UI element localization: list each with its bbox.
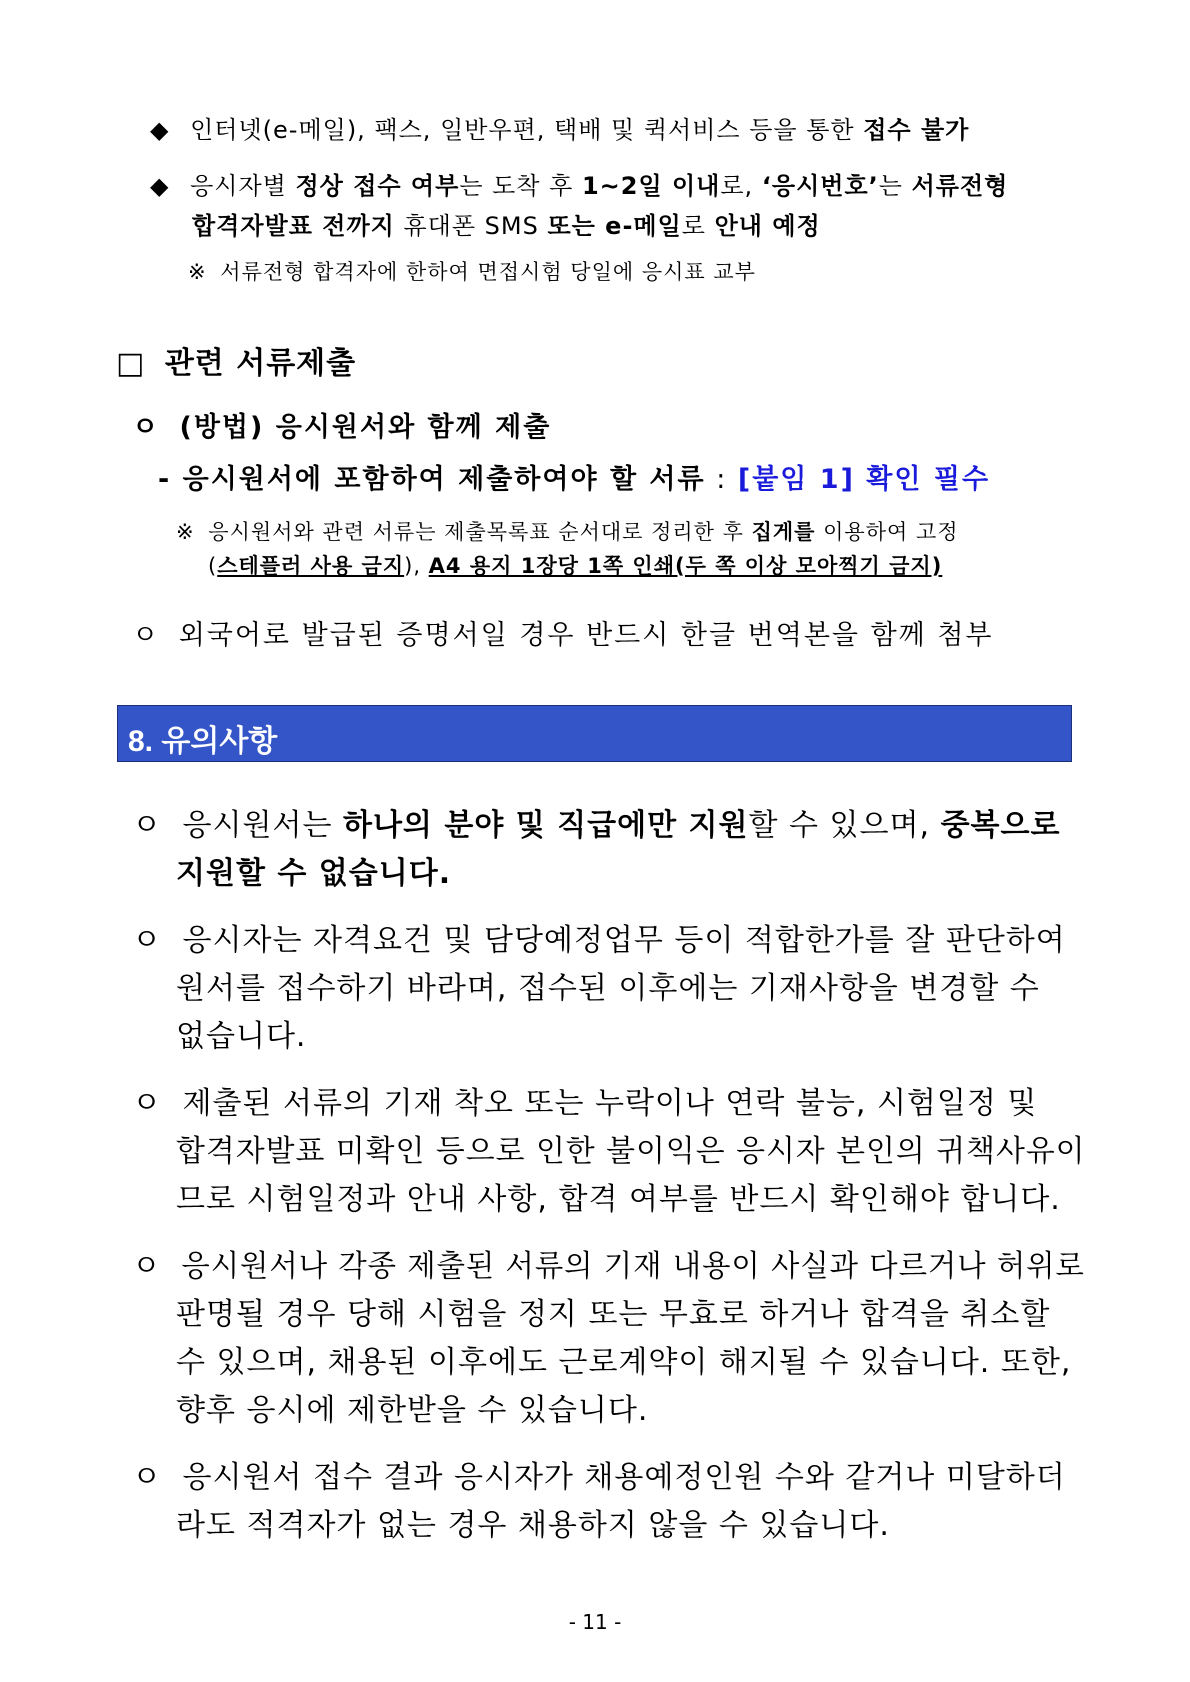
diamond-bullet-icon: ◆ bbox=[150, 116, 170, 144]
page-number: - 11 - bbox=[568, 1610, 622, 1634]
circle-bullet-icon: ㅇ bbox=[132, 412, 161, 443]
section-title: 8. 유의사항 bbox=[128, 725, 278, 758]
document-page: ◆ 인터넷(e-메일), 팩스, 일반우편, 택배 및 퀵서비스 등을 통한 접수 불가 ◆ 응시자별 정상 접수 여부는 도착 후 1~2일 이내로, ‘응시번호’는 서류전형 합격자발표 전까지 휴대폰 SMS 또는 e-메일로 안내 예정 ※ 서류전형 합격자에 한하여 면접시험 당일에 응시표 교부 □ 관련 서류제출 ㅇ (방법) 응시원서와 함께 제출 - 응시원서에 포함하여 제출하여야 할 서류 : [붙임 1] 확인 필수 ※ 응시원서와 관련 서류는 제출목록표 순서대로 정리한 후 집게를 이용하여 고정 (스테플러 사용 금지), A4 용지 1장당 1쪽 인쇄(두 쪽 이상 모아찍기 금지) ㅇ 외국어로 발급된 증명서일 경우 반드시 한글 번역본을 함께 첨부 8. 유의사항 ㅇ 응시원서는 하나의 분야 및 직급에만 지원할 수 있으며, 중복으로 지원할 수 없습니다. ㅇ 응시자는 자격요건 및 담당예정업무 등이 적합한가를 잘 판단하여 원서를 접수하기 바라며, 접수된 이후에는 기재사항을 변경할 수 없습니다. ㅇ 제출된 서류의 기재 착오 또는 누락이나 연락 불능, 시험일정 및 합격자발표 미확인 등으로 인한 불이익은 응시자 본인의 귀책사유이 므로 시험일정과 안내 사항, 합격 여부를 반드시 확인해야 합니다. ㅇ 응시원서나 각종 제출된 서류의 기재 내용이 사실과 다르거나 허위로 판명될 경우 당해 시험을 정지 또는 무효로 하거나 합격을 취소할 수 있으며, 채용된 이후에도 근로계약이 해지될 수 있습니다. 또한, 향후 응시에 제한받을 수 있습니다. ㅇ 응시원서 접수 결과 응시자가 채용예정인원 수와 같거나 미달하더 라도 적격자가 없는 경우 채용하지 않을 수 있습니다. - 11 - bbox=[0, 0, 1190, 1682]
precaution-responsibility: ㅇ 제출된 서류의 기재 착오 또는 누락이나 연락 불능, 시험일정 및 bbox=[132, 1086, 1038, 1121]
note-admission-ticket: ※ 서류전형 합격자에 한하여 면접시험 당일에 응시표 교부 bbox=[188, 260, 756, 284]
checkbox-icon: □ bbox=[116, 346, 146, 381]
note-binding: ※ 응시원서와 관련 서류는 제출목록표 순서대로 정리한 후 집게를 이용하여 고정 bbox=[176, 520, 959, 544]
section-header-precautions bbox=[117, 705, 1072, 762]
required-documents-line: - 응시원서에 포함하여 제출하여야 할 서류 : [붙임 1] 확인 필수 bbox=[158, 464, 991, 495]
method-line: ㅇ (방법) 응시원서와 함께 제출 bbox=[132, 412, 552, 443]
diamond-bullet-icon: ◆ bbox=[150, 172, 170, 200]
precaution-single-application-cont: 지원할 수 없습니다. bbox=[176, 856, 452, 891]
reference-mark-icon: ※ bbox=[188, 260, 207, 284]
notice-no-online-submission: ◆ 인터넷(e-메일), 팩스, 일반우편, 택배 및 퀵서비스 등을 통한 접수 불가 bbox=[150, 116, 970, 144]
precaution-false-information: ㅇ 응시원서나 각종 제출된 서류의 기재 내용이 사실과 다르거나 허위로 bbox=[132, 1249, 1085, 1284]
notice-receipt-confirmation-cont: 합격자발표 전까지 휴대폰 SMS 또는 e-메일로 안내 예정 bbox=[192, 212, 821, 240]
circle-bullet-icon: ㅇ bbox=[132, 620, 161, 651]
precaution-eligibility: ㅇ 응시자는 자격요건 및 담당예정업무 등이 적합한가를 잘 판단하여 bbox=[132, 923, 1066, 958]
circle-bullet-icon: ㅇ bbox=[132, 923, 162, 958]
notice-receipt-confirmation: ◆ 응시자별 정상 접수 여부는 도착 후 1~2일 이내로, ‘응시번호’는 서류전형 bbox=[150, 172, 1009, 200]
foreign-document-line: ㅇ 외국어로 발급된 증명서일 경우 반드시 한글 번역본을 함께 첨부 bbox=[132, 620, 994, 651]
note-binding-cont: (스테플러 사용 금지), A4 용지 1장당 1쪽 인쇄(두 쪽 이상 모아찍기 금지) bbox=[208, 554, 943, 578]
circle-bullet-icon: ㅇ bbox=[132, 1086, 162, 1121]
circle-bullet-icon: ㅇ bbox=[132, 1249, 162, 1284]
circle-bullet-icon: ㅇ bbox=[132, 808, 162, 843]
circle-bullet-icon: ㅇ bbox=[132, 1460, 162, 1495]
reference-mark-icon: ※ bbox=[176, 520, 195, 544]
precaution-no-qualified: ㅇ 응시원서 접수 결과 응시자가 채용예정인원 수와 같거나 미달하더 bbox=[132, 1460, 1066, 1495]
heading-document-submission: □ 관련 서류제출 bbox=[116, 346, 357, 381]
precaution-single-application: ㅇ 응시원서는 하나의 분야 및 직급에만 지원할 수 있으며, 중복으로 bbox=[132, 808, 1061, 843]
